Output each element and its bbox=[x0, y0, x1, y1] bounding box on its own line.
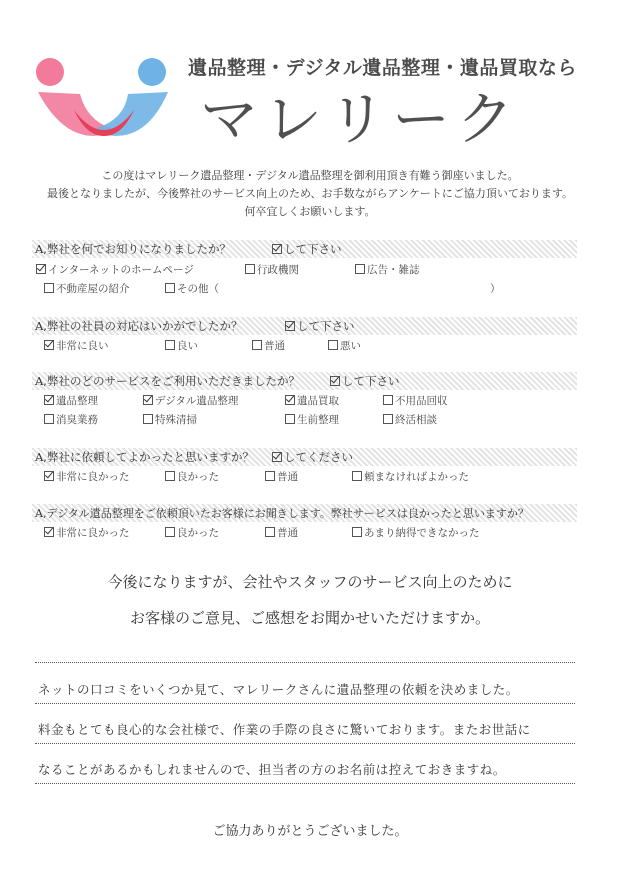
option[interactable]: 良い bbox=[165, 338, 198, 353]
checkbox-checked-icon bbox=[44, 395, 54, 405]
thanks-message: ご協力ありがとうございました。 bbox=[212, 824, 408, 839]
checkbox-icon bbox=[265, 471, 275, 481]
logo-blue-dot bbox=[138, 58, 166, 86]
option[interactable]: 広告・雑誌 bbox=[355, 262, 420, 277]
checkbox-checked-icon bbox=[272, 452, 282, 462]
checkbox-icon bbox=[328, 340, 338, 350]
logo-pink-dot bbox=[36, 58, 64, 86]
tagline: 遺品整理・デジタル遺品整理・遺品買取なら bbox=[188, 57, 577, 79]
other-close-paren: ） bbox=[490, 283, 501, 295]
checkbox-checked-icon bbox=[44, 527, 54, 537]
intro-line-2: 最後となりましたが、今後弊社のサービス向上のため、お手数ながらアンケートにご協力頂いております。 bbox=[46, 187, 574, 200]
checkbox-icon bbox=[355, 264, 365, 274]
option[interactable]: 遺品整理 bbox=[44, 393, 98, 408]
handwritten-line-1: ネットの口コミをいくつか見て、マレリークさんに遺品整理の依頼を決めました。 bbox=[38, 682, 519, 697]
option[interactable]: 特殊清掃 bbox=[143, 412, 197, 427]
checkbox-icon bbox=[165, 340, 175, 350]
option[interactable]: 普通 bbox=[252, 338, 285, 353]
option[interactable]: 普通 bbox=[265, 469, 298, 484]
option[interactable]: 非常に良い bbox=[44, 338, 109, 353]
option[interactable]: あまり納得できなかった bbox=[352, 525, 480, 540]
checkbox-icon bbox=[285, 414, 295, 424]
option[interactable]: 非常に良かった bbox=[44, 525, 130, 540]
question-4: A,弊社に依頼してよかったと思いますか？ bbox=[35, 450, 254, 464]
intro-line-3: 何卒宜しくお願いします。 bbox=[244, 205, 376, 218]
option[interactable]: 良かった bbox=[165, 525, 219, 540]
option[interactable]: 非常に良かった bbox=[44, 469, 130, 484]
option[interactable]: 不動産屋の紹介 bbox=[44, 281, 130, 296]
feedback-prompt-2: お客様のご意見、ご感想をお聞かせいただけますか。 bbox=[129, 609, 490, 627]
checkbox-checked-icon bbox=[36, 264, 46, 274]
checkbox-checked-icon bbox=[44, 340, 54, 350]
writing-line bbox=[35, 662, 575, 663]
checkbox-icon bbox=[245, 264, 255, 274]
option[interactable]: 消臭業務 bbox=[44, 412, 98, 427]
checkbox-icon bbox=[352, 527, 362, 537]
question-2: A,弊社の社員の対応はいかがでしたか？ bbox=[35, 319, 243, 333]
question-3: A,弊社のどのサービスをご利用いただきましたか？ bbox=[35, 374, 300, 388]
checkbox-checked-icon bbox=[330, 376, 340, 386]
checkbox-checked-icon bbox=[272, 244, 282, 254]
checkbox-icon bbox=[383, 414, 393, 424]
option[interactable]: 普通 bbox=[265, 525, 298, 540]
checkbox-checked-icon bbox=[285, 321, 295, 331]
checkbox-icon bbox=[352, 471, 362, 481]
option[interactable]: 遺品買取 bbox=[285, 393, 339, 408]
brand-name: マレリーク bbox=[200, 85, 521, 153]
question-1: A,弊社を何でお知りになりましたか？ bbox=[35, 242, 231, 256]
checkbox-icon bbox=[165, 527, 175, 537]
checkbox-icon bbox=[165, 471, 175, 481]
option[interactable]: 行政機関 bbox=[245, 262, 299, 277]
logo-blue-swoosh bbox=[90, 92, 168, 136]
option[interactable]: その他（ bbox=[165, 281, 219, 296]
handwritten-line-2: 料金もとても良心的な会社様で、作業の手際の良さに驚いております。またお世話に bbox=[38, 722, 531, 737]
option[interactable]: 良かった bbox=[165, 469, 219, 484]
checkbox-checked-icon bbox=[143, 395, 153, 405]
option[interactable]: デジタル遺品整理 bbox=[143, 393, 238, 408]
option[interactable]: 生前整理 bbox=[285, 412, 339, 427]
feedback-prompt-1: 今後になりますが、会社やスタッフのサービス向上のために bbox=[107, 573, 513, 591]
handwritten-line-3: なることがあるかもしれませんので、担当者の方のお名前は控えておきますね。 bbox=[38, 762, 506, 777]
check-instruction: して下さい bbox=[272, 241, 342, 257]
checkbox-icon bbox=[165, 283, 175, 293]
check-instruction: して下さい bbox=[330, 373, 400, 389]
writing-line bbox=[35, 703, 575, 704]
checkbox-icon bbox=[265, 527, 275, 537]
option[interactable]: 悪い bbox=[328, 338, 361, 353]
checkbox-icon bbox=[44, 283, 54, 293]
check-instruction: して下さい bbox=[285, 318, 355, 334]
option[interactable]: 終活相談 bbox=[383, 412, 437, 427]
checkbox-icon bbox=[383, 395, 393, 405]
checkbox-icon bbox=[143, 414, 153, 424]
check-instruction: してください bbox=[272, 449, 353, 465]
option[interactable]: 不用品回収 bbox=[383, 393, 448, 408]
option[interactable]: 頼まなければよかった bbox=[352, 469, 469, 484]
checkbox-checked-icon bbox=[44, 471, 54, 481]
checkbox-checked-icon bbox=[285, 395, 295, 405]
writing-line bbox=[35, 783, 575, 784]
logo-mark bbox=[30, 50, 180, 150]
option[interactable]: インターネットのホームページ bbox=[36, 262, 194, 277]
checkbox-icon bbox=[44, 414, 54, 424]
question-5: A,デジタル遺品整理をご依頼頂いたお客様にお聞きします。弊社サービスは良かったと思いますか？ bbox=[35, 507, 529, 520]
intro-line-1: この度はマレリーク遺品整理・デジタル遺品整理を御利用頂き有難う御座いました。 bbox=[101, 169, 519, 182]
writing-line bbox=[35, 743, 575, 744]
checkbox-icon bbox=[252, 340, 262, 350]
